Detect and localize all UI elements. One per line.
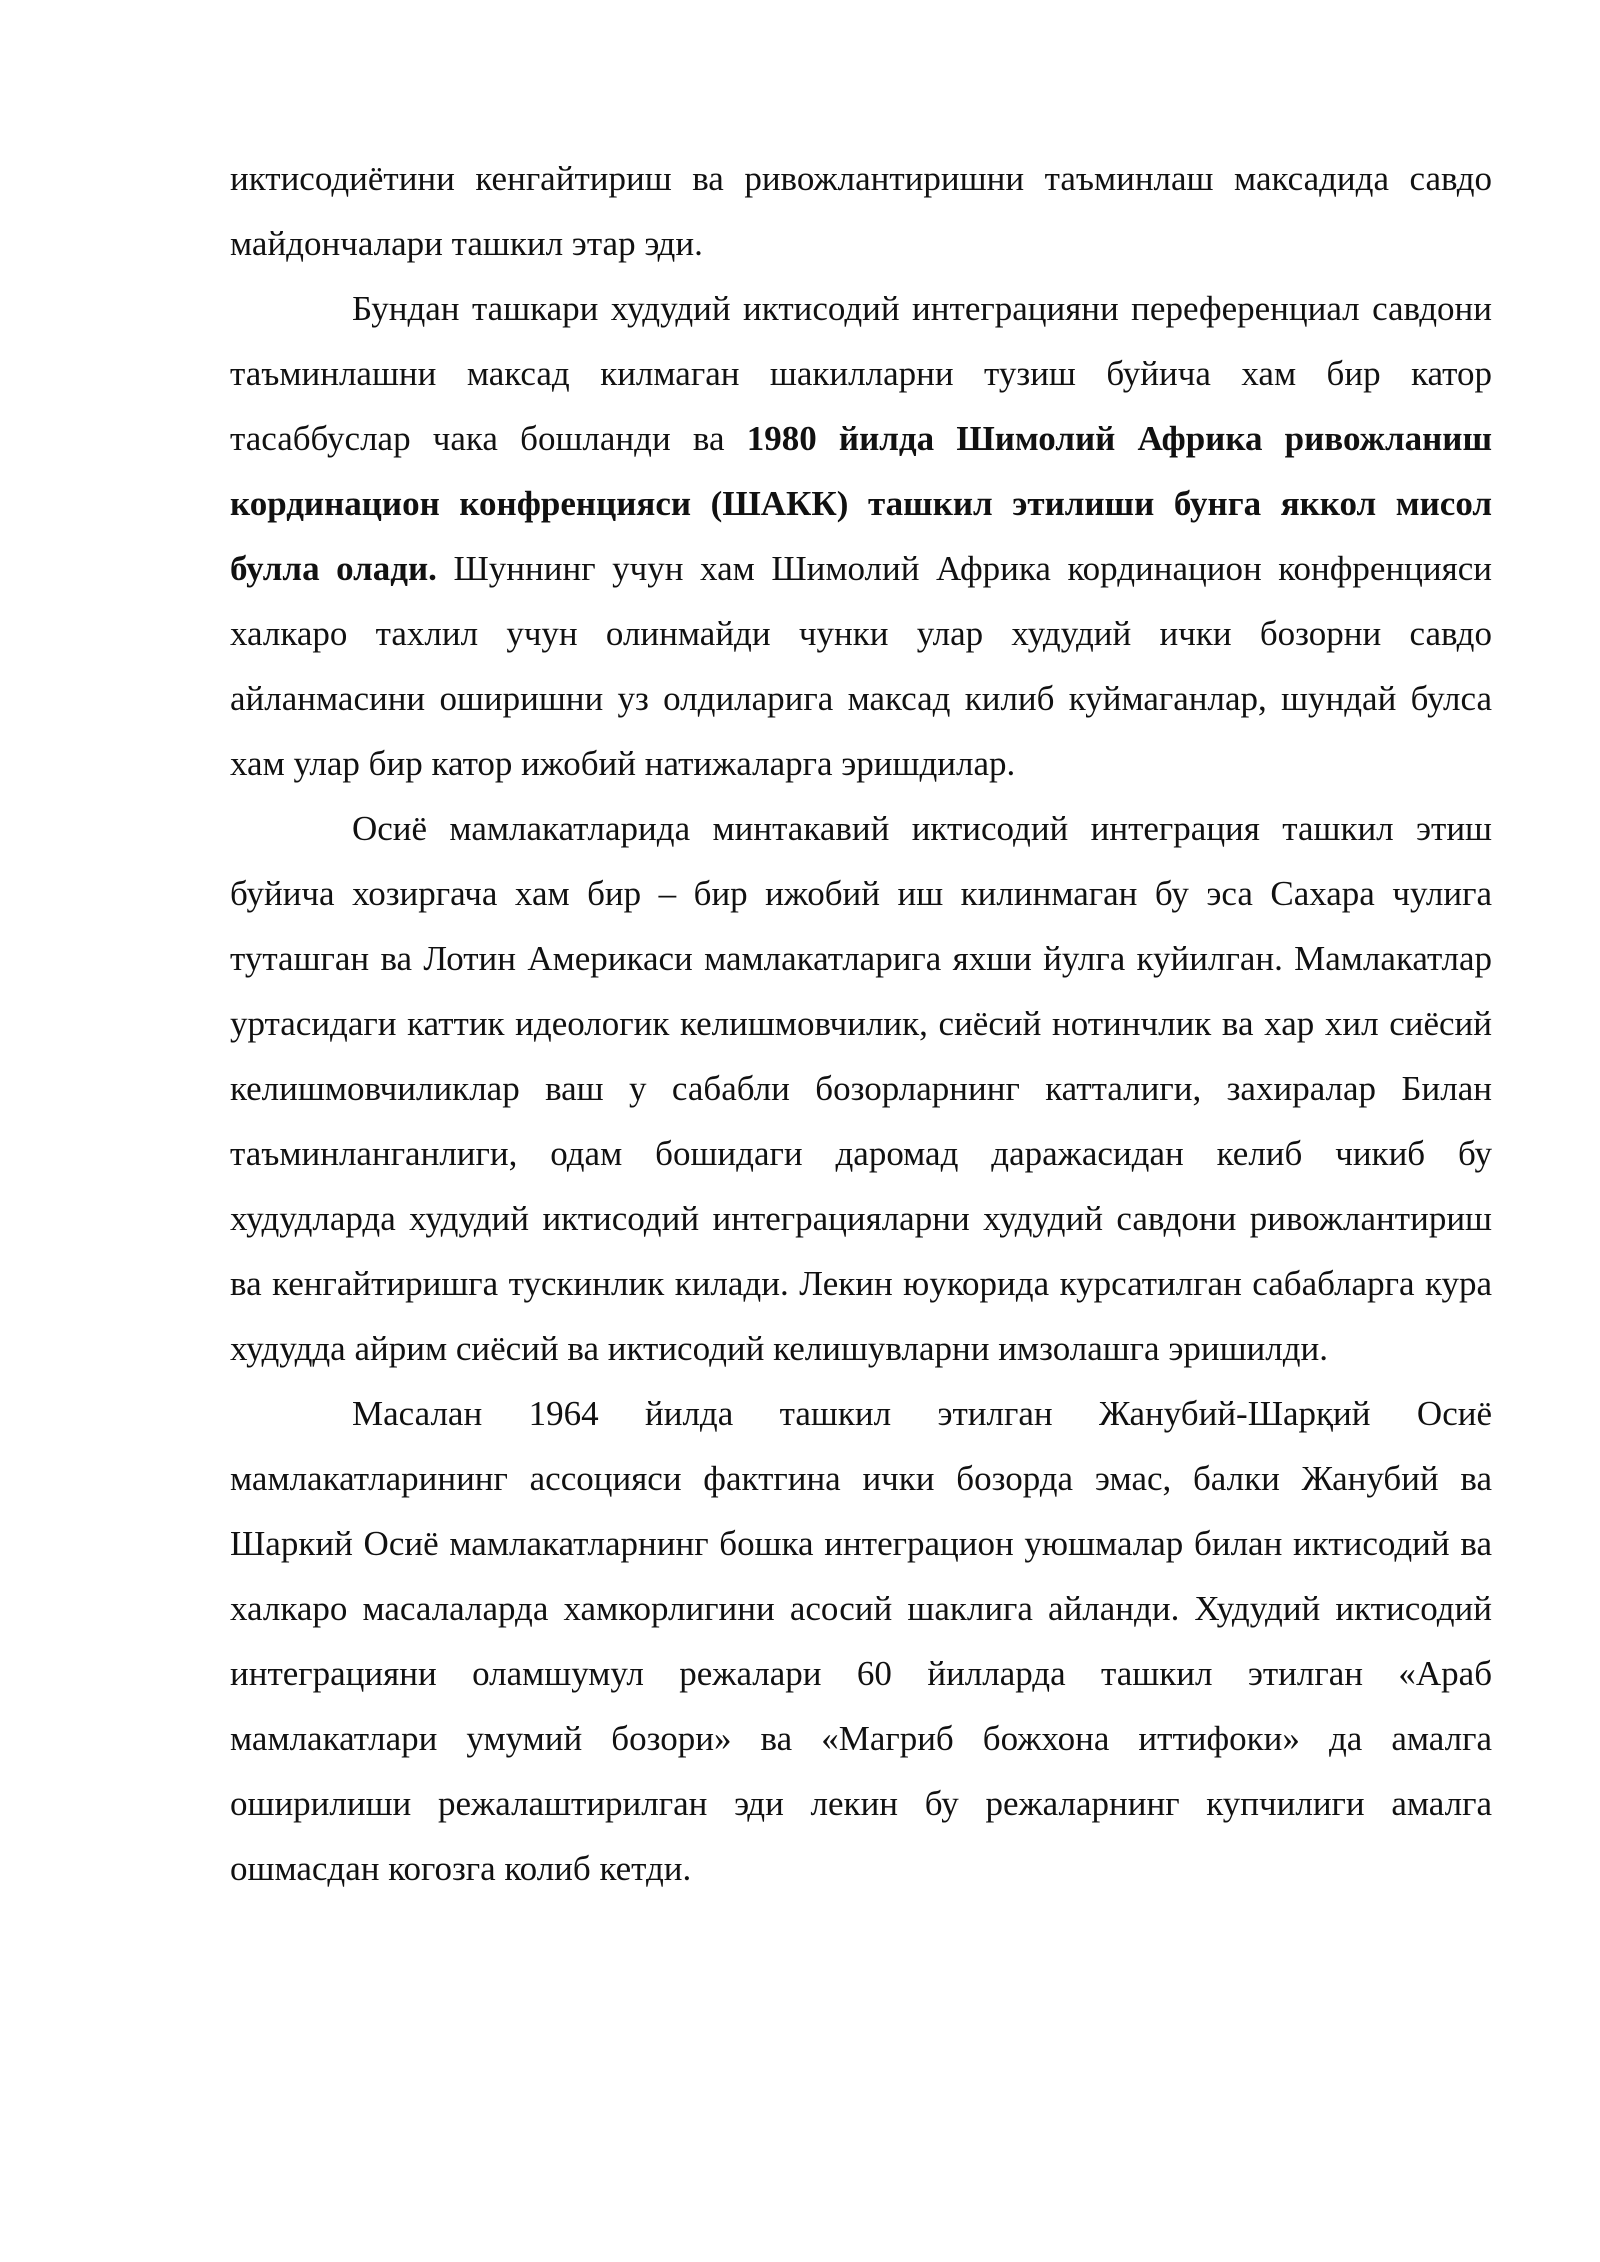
paragraph-2-text-start: Бундан ташкари худудий иктисодий интеграцияни переференциал савдони таъминлашни максад килмаган шакилларни тузиш буйича хам бир катор тасаббуслар чака бошланди ва	[230, 289, 1492, 458]
paragraph-4	[230, 1381, 1492, 1901]
paragraph-3	[230, 796, 1492, 1381]
paragraph-2-text-end: Шуннинг учун хам Шимолий Африка кординацион конфренцияси халкаро тахлил учун олинмайди чунки улар худудий ички бозорни савдо айланмасини оширишни уз олдиларига максад килиб куймаганлар, шундай булса хам улар бир катор ижобий натижаларга эришдилар.	[230, 549, 1492, 783]
paragraph-2	[230, 276, 1492, 796]
paragraph-1	[230, 146, 1492, 276]
paragraph-2-bold-text: 1980 йилда Шимолий Африка ривожланиш кординацион конфренцияси (ШАКК) ташкил этилиши бунга яккол мисол булла олади.	[230, 419, 1492, 588]
paragraph-1-text: иктисодиётини кенгайтириш ва ривожлантиришни таъминлаш максадида савдо майдончалари ташкил этар эди.	[230, 159, 1492, 263]
paragraph-3-text: Осиё мамлакатларида минтакавий иктисодий интеграция ташкил этиш буйича хозиргача хам бир – бир ижобий иш килинмаган бу эса Сахара чулига туташган ва Лотин Америкаси мамлакатларига яхши йулга куйилган. Мамлакатлар уртасидаги каттик идеологик келишмовчилик, сиёсий нотинчлик ва хар хил сиёсий келишмовчиликлар ваш у сабабли бозорларнинг катталиги, захиралар Билан таъминланганлиги, одам бошидаги даромад даражасидан келиб чикиб бу худудларда худудий иктисодий интеграцияларни худудий савдони ривожлантириш ва кенгайтиришга тускинлик килади. Лекин юукорида курсатилган сабабларга кура худудда айрим сиёсий ва иктисодий келишувларни имзолашга эришилди.	[230, 809, 1492, 1368]
document-body	[230, 146, 1492, 1901]
paragraph-4-text: Масалан 1964 йилда ташкил этилган Жанубий-Шарқий Осиё мамлакатларининг ассоцияси фактгина ички бозорда эмас, балки Жанубий ва Шаркий Осиё мамлакатларнинг бошка интеграцион уюшмалар билан иктисодий ва халкаро масалаларда хамкорлигини асосий шаклига айланди. Худудий иктисодий интеграцияни оламшумул режалари 60 йилларда ташкил этилган «Араб мамлакатлари умумий бозори» ва «Магриб божхона иттифоки» да амалга оширилиши режалаштирилган эди лекин бу режаларнинг купчилиги амалга ошмасдан когозга колиб кетди.	[230, 1394, 1492, 1888]
